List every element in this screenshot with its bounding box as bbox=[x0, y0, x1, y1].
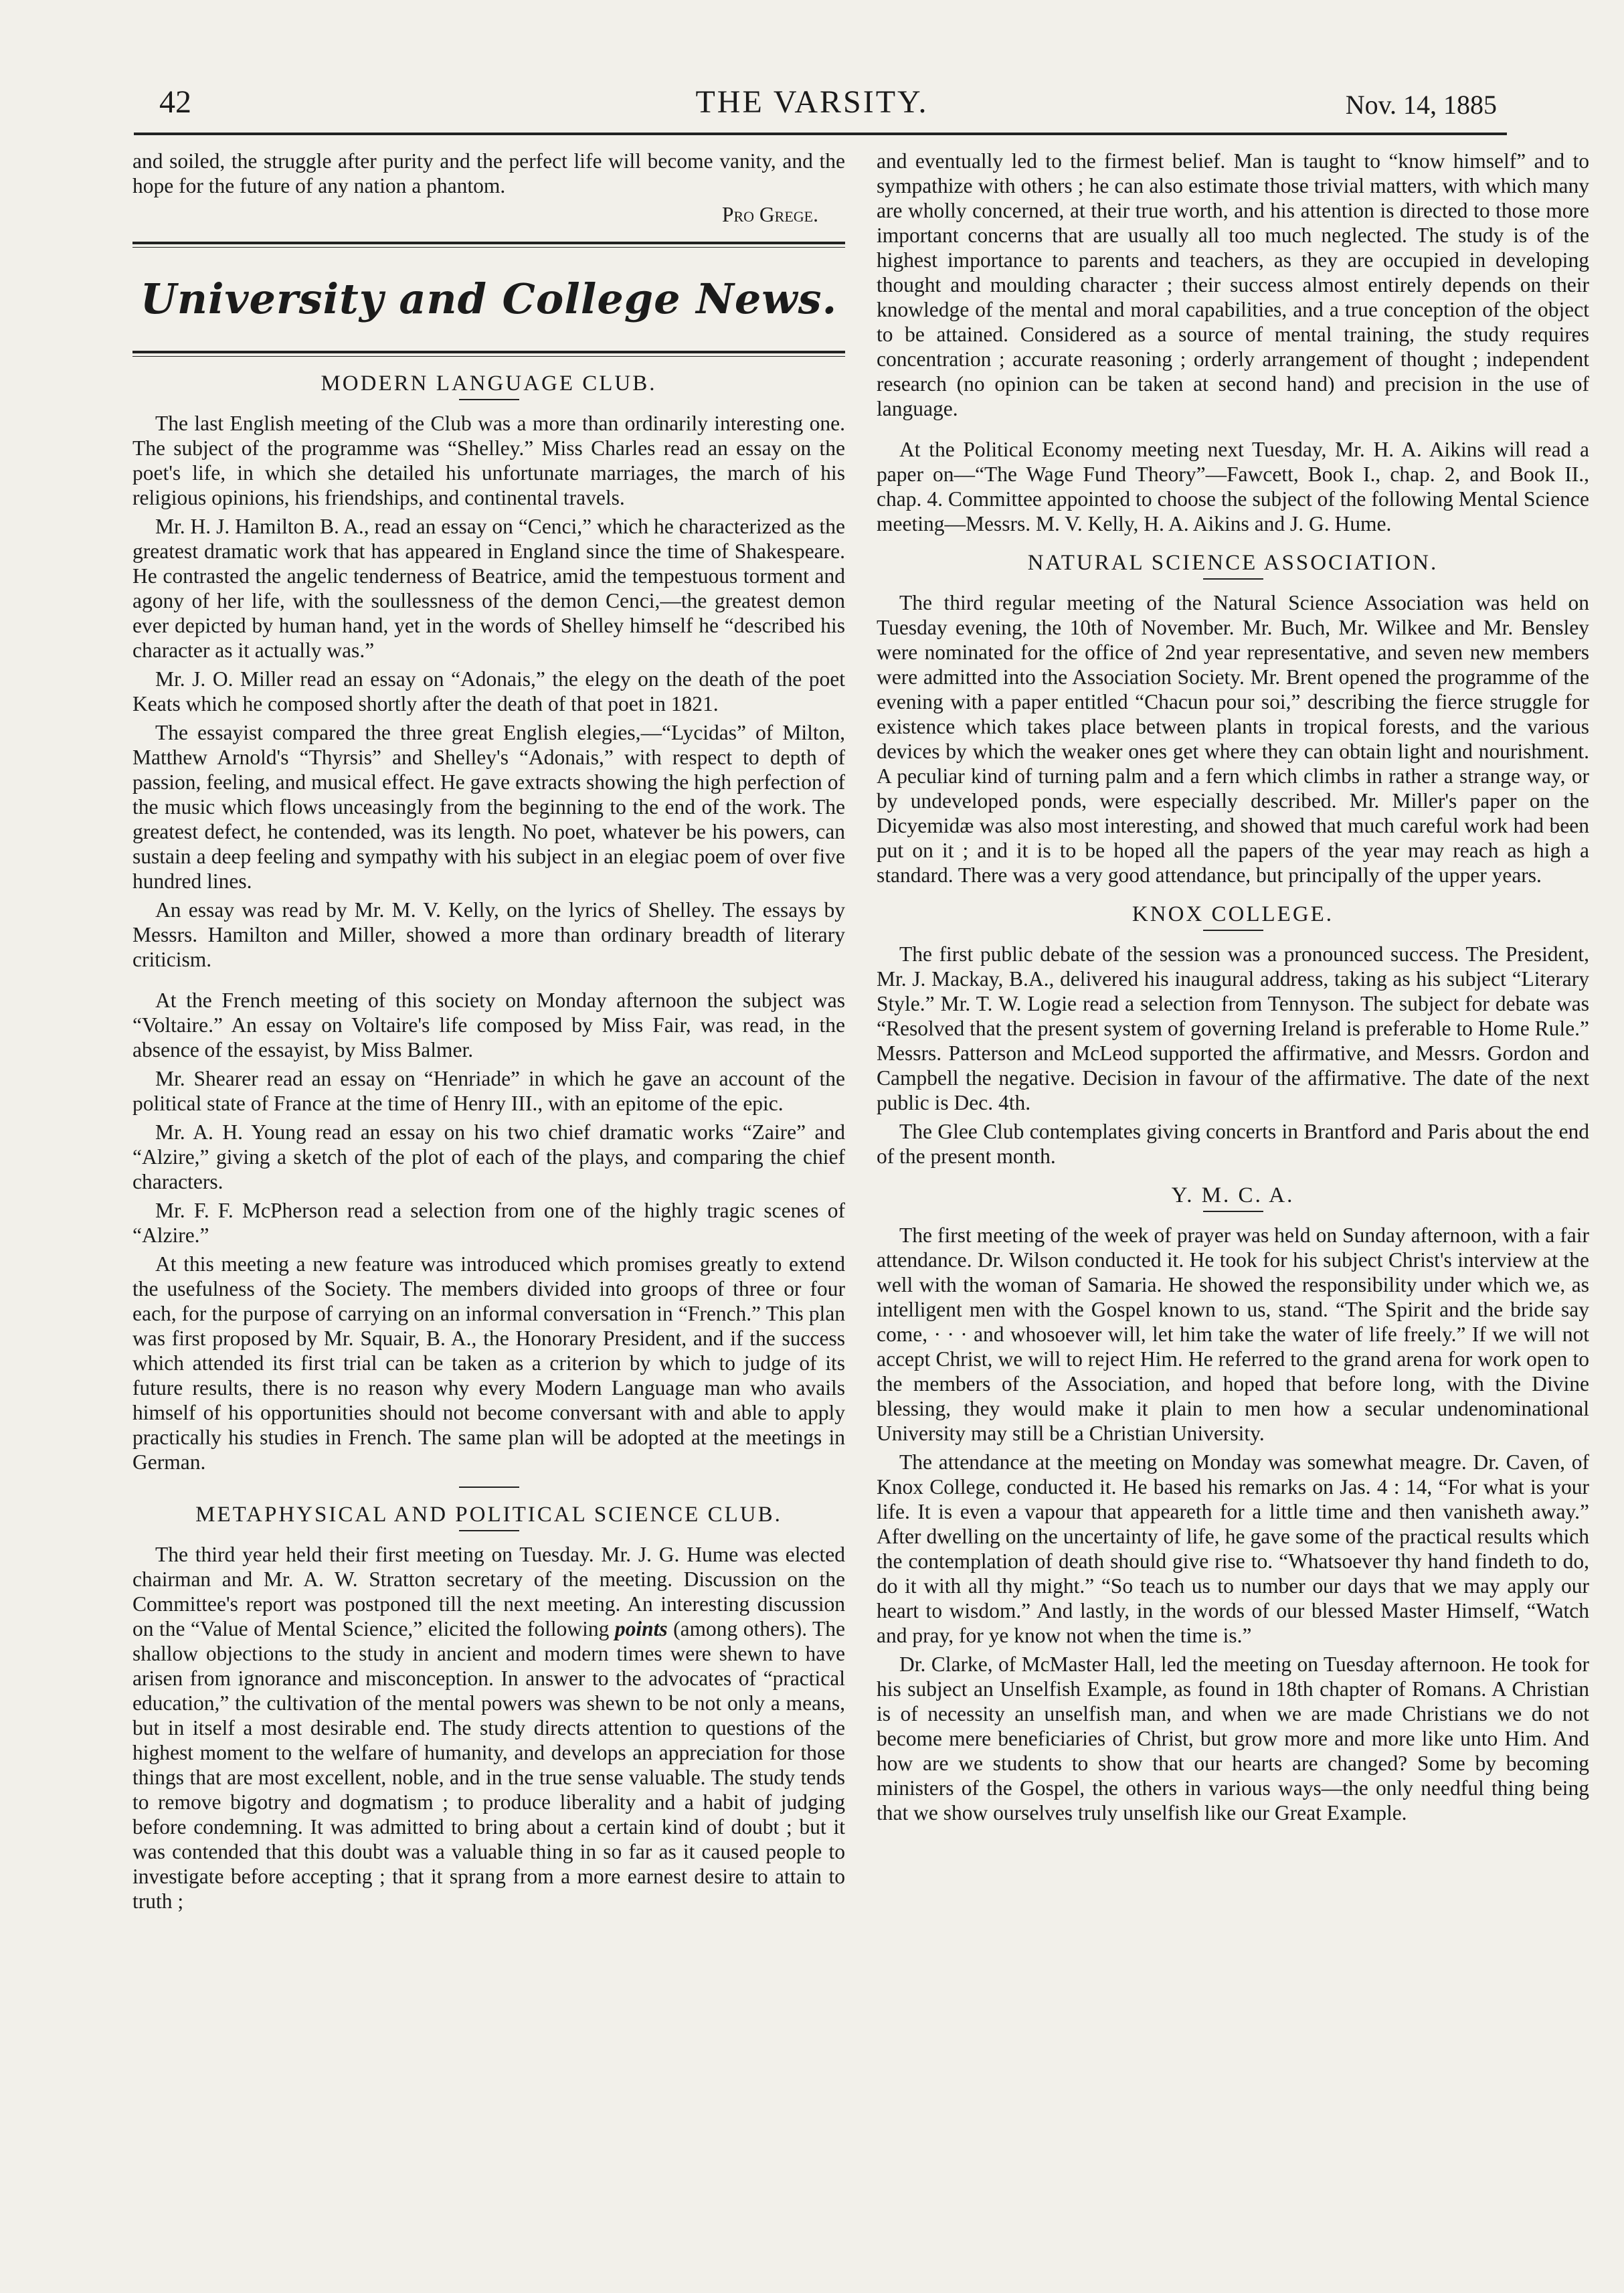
article-paragraph: Mr. F. F. McPherson read a selection from one of the highly tragic scenes of “Alzire.” bbox=[132, 1199, 845, 1247]
article-paragraph: The attendance at the meeting on Monday was somewhat meagre. Dr. Caven, of Knox College, conducted it. He based his remarks on Jas. 4 : 14, “For what is your life. It is even a vapour that appeareth for a little time and then vanisheth away.” After dwelling on the uncertainty of life, he gave some of the practical results which the contemplation of death should give rise to. “Whatsoever thy hand findeth to do, do it with all thy might.” “So teach us to number our days that we may apply our heart to wisdom.” And lastly, in the words of our blessed Master Himself, “Watch and pray, for ye know not when the time is.” bbox=[877, 1450, 1589, 1647]
heading-knox-college: KNOX COLLEGE. bbox=[1132, 902, 1334, 926]
article-paragraph: At the Political Economy meeting next Tuesday, Mr. H. A. Aikins will read a paper on—“The Wage Fund Theory”—Fawcett, Book I., chap. 2, and Book II., chap. 4. Committee appointed to choose the subject of the following Mental Science meeting—Messrs. M. V. Kelly, H. A. Aikins and J. G. Hume. bbox=[877, 438, 1589, 535]
heading-modern-language-club: MODERN LANGUAGE CLUB. bbox=[321, 371, 657, 396]
article-paragraph: Dr. Clarke, of McMaster Hall, led the meeting on Tuesday afternoon. He took for his subject an Unselfish Example, as found in 18th chapter of Romans. A Christian is of necessity an unselfish man, and when we are made Christians we do not become mere beneficiaries of Christ, but grow more and more like unto Him. And how are we students to show that our hearts are changed? Some by becoming ministers of the Gospel, the others in various ways—the only needful thing being that we show ourselves truly unselfish like our Great Example. bbox=[877, 1652, 1589, 1824]
masthead-rule-top bbox=[132, 242, 845, 248]
newspaper-title: THE VARSITY. bbox=[695, 84, 929, 120]
article-paragraph: The first meeting of the week of prayer was held on Sunday afternoon, with a fair attendance. Dr. Wilson conducted it. He took for his subject Christ's interview at the well with the woman of Samaria. He showed the responsibility under which we, as intelligent men with the Gospel known to us, stand. “The Spirit and the bride say come, · · · and whosoever will, let him take the water of life freely.” If we will not accept Christ, we will to reject Him. He referred to the grand arena for work open to the members of the Association, and hoped that before long, with the Divine blessing, they would make it plain to men how a secular undenominational University may still be a Christian University. bbox=[877, 1223, 1589, 1445]
heading-dash bbox=[1203, 930, 1263, 931]
masthead-rule-bottom bbox=[132, 351, 845, 357]
article-paragraph: The essayist compared the three great English elegies,—“Lycidas” of Milton, Matthew Arnold's “Thyrsis” and Shelley's “Adonais,” with respect to depth of passion, feeling, and musical effect. He gave extracts showing the high perfection of the music which flows unceasingly from the beginning to the end of the work. The greatest defect, he contended, was its length. No poet, whatever be his powers, can sustain a deep feeling and sympathy with his subject in an elegiac poem of over five hundred lines. bbox=[132, 721, 845, 893]
section-separator bbox=[459, 1487, 519, 1488]
article-paragraph: The last English meeting of the Club was a more than ordinarily interesting one. The subject of the programme was “Shelley.” Miss Charles read an essay on the poet's life, in which she detailed his unfortunate marriages, the march of his religious opinions, his friendships, and continental travels. bbox=[132, 412, 845, 509]
heading-dash bbox=[1203, 578, 1263, 580]
article-paragraph: Mr. J. O. Miller read an essay on “Adonais,” the elegy on the death of the poet Keats which he composed shortly after the death of that poet in 1821. bbox=[132, 667, 845, 715]
article-paragraph: At the French meeting of this society on Monday afternoon the subject was “Voltaire.” An essay on Voltaire's life composed by Miss Fair, was read, in the absence of the essayist, by Miss Balmer. bbox=[132, 989, 845, 1061]
article-paragraph: The first public debate of the session was a pronounced success. The President, Mr. J. Mackay, B.A., delivered his inaugural address, taking as his subject “Literary Style.” Mr. T. W. Logie read a selection from Tennyson. The subject for debate was “Resolved that the present system of governing Ireland is preferable to Home Rule.” Messrs. Patterson and McLeod supported the affirmative, and Messrs. Gordon and Campbell the negative. Decision in favour of the affirmative. The date of the next public is Dec. 4th. bbox=[877, 942, 1589, 1114]
heading-metaphysical-political-science-club: METAPHYSICAL AND POLITICAL SCIENCE CLUB. bbox=[195, 1503, 782, 1527]
heading-dash bbox=[459, 399, 519, 400]
signature: Pro Grege. bbox=[721, 203, 818, 226]
continued-paragraph: and soiled, the struggle after purity and the perfect life will become vanity, and the hope for the future of any nation a phantom. bbox=[132, 149, 845, 197]
issue-date: Nov. 14, 1885 bbox=[1345, 90, 1497, 120]
heading-ymca: Y. M. C. A. bbox=[1171, 1183, 1295, 1207]
article-paragraph: At this meeting a new feature was introduced which promises greatly to extend the usefulness of the Society. The members divided into groops of three or four each, for the purpose of carrying on an informal conversation in “French.” This plan was first proposed by Mr. Squair, B. A., the Honorary President, and if the success which attended its first trial can be taken as a criterion by which to judge of its future results, there is no reason why every Modern Language man who avails himself of his opportunities should not become conversant with and able to apply practically his studies in French. The same plan will be adopted at the meetings in German. bbox=[132, 1252, 845, 1474]
section-masthead: University and College News. bbox=[140, 274, 838, 323]
article-paragraph: The Glee Club contemplates giving concerts in Brantford and Paris about the end of the present month. bbox=[877, 1120, 1589, 1168]
article-paragraph: An essay was read by Mr. M. V. Kelly, on the lyrics of Shelley. The essays by Messrs. Hamilton and Miller, showed a more than ordinary breadth of literary criticism. bbox=[132, 898, 845, 971]
article-paragraph: The third regular meeting of the Natural Science Association was held on Tuesday evening, the 10th of November. Mr. Buch, Mr. Wilkee and Mr. Bensley were nominated for the office of 2nd year representative, and seven new members were admitted into the Association Society. Mr. Brent opened the programme of the evening with a paper entitled “Chacun pour soi,” describing the fierce struggle for existence which takes place between plants in tropical forests, and the various devices by which the weaker ones get where they can obtain light and nourishment. A peculiar kind of turning palm and a fern which climbs in rather a strange way, or by undeveloped ponds, were especially described. Mr. Miller's paper on the Dicyemidæ was also most interesting, and showed that much careful work had been put on it ; and it is to be hoped all the papers of the year may reach as high a standard. There was a very good attendance, but principally of the upper years. bbox=[877, 591, 1589, 887]
page-number: 42 bbox=[159, 84, 191, 120]
header-rule bbox=[134, 133, 1507, 135]
article-paragraph: The third year held their first meeting on Tuesday. Mr. J. G. Hume was elected chairman and Mr. A. W. Stratton secretary of the meeting. Discussion on the Committee's report was postponed till the next meeting. An interesting discussion on the “Value of Mental Science,” elicited the following points (among others). The shallow objections to the study in ancient and modern times were shewn to have arisen from ignorance and misconception. In answer to the advocates of “practical education,” the cultivation of the mental powers was shewn to be not only a means, but in itself a most desirable end. The study directs attention to questions of the highest moment to the welfare of humanity, and develops an appreciation for those things that are most excellent, noble, and in the true sense valuable. The study tends to remove bigotry and dogmatism ; to produce liberality and a habit of judging before condemning. It was admitted to bring about a certain kind of doubt ; but it was contended that this doubt was a valuable thing in so far as it caused people to investigate before accepting ; that it sprang from a more earnest desire to attain to truth ; bbox=[132, 1543, 845, 1913]
continued-paragraph: and eventually led to the firmest belief. Man is taught to “know himself” and to sympathize with others ; he can also estimate those trivial matters, with which many are wholly concerned, at their true worth, and his attention is directed to those more important concerns that are usually all too much neglected. The study is of the highest importance to parents and teachers, as they are occupied in developing thought and moulding character ; their success almost entirely depends on their knowledge of the mental and moral capabilities, and a true conception of the object to be attained. Considered as a source of mental training, the study requires concentration ; accurate reasoning ; orderly arrangement of thought ; independent research (no opinion can be taken at second hand) and precision in the use of language. bbox=[877, 149, 1589, 420]
heading-dash bbox=[459, 1530, 519, 1531]
article-paragraph: Mr. H. J. Hamilton B. A., read an essay on “Cenci,” which he characterized as the greatest dramatic work that has appeared in England since the time of Shakespeare. He contrasted the angelic tenderness of Beatrice, amid the tempestuous torment and agony of her life, with the soullessness of the demon Cenci,—the greatest demon ever depicted by human hand, yet in the words of Shelley himself he “described his character as it actually was.” bbox=[132, 515, 845, 662]
page-header bbox=[134, 79, 1497, 126]
heading-natural-science-association: NATURAL SCIENCE ASSOCIATION. bbox=[1027, 551, 1439, 575]
article-paragraph: Mr. A. H. Young read an essay on his two chief dramatic works “Zaire” and “Alzire,” giving a sketch of the plot of each of the plays, and comparing the chief characters. bbox=[132, 1120, 845, 1193]
left-column bbox=[132, 149, 845, 1918]
right-column bbox=[877, 149, 1589, 1829]
heading-dash bbox=[1203, 1211, 1263, 1212]
article-paragraph: Mr. Shearer read an essay on “Henriade” in which he gave an account of the political state of France at the time of Henry III., with an epitome of the epic. bbox=[132, 1067, 845, 1115]
